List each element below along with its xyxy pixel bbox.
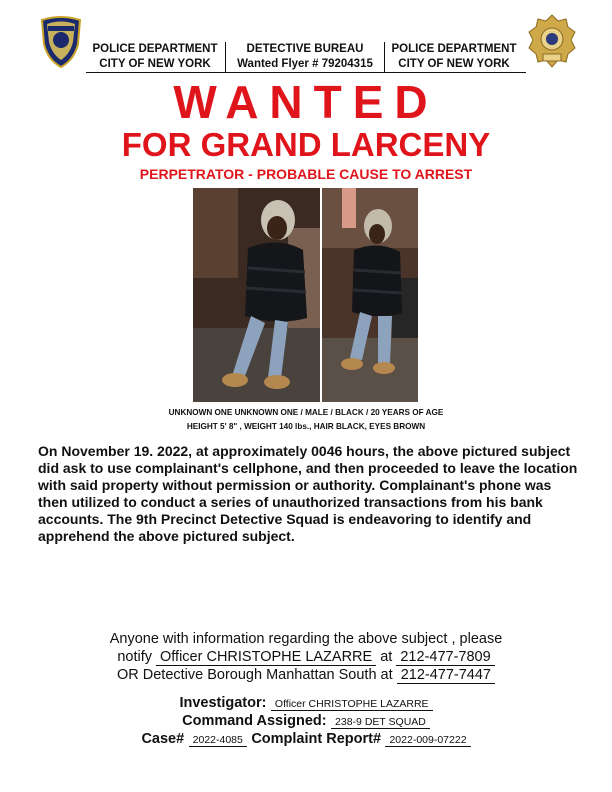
header-left-line2: CITY OF NEW YORK	[99, 58, 211, 70]
header-divider	[86, 72, 526, 73]
contact-officer: Officer CHRISTOPHE LAZARRE	[156, 649, 376, 666]
case-row	[0, 730, 612, 749]
header-right	[384, 42, 524, 72]
header-right-line2: CITY OF NEW YORK	[398, 58, 510, 70]
nypd-badge-icon	[528, 14, 576, 68]
command-label: Command Assigned:	[182, 713, 327, 729]
contact-phone-2: 212-477-7447	[397, 667, 495, 684]
case-label: Case#	[141, 731, 185, 747]
header-center-line1: DETECTIVE BUREAU	[246, 43, 364, 55]
case-value: 2022-4085	[189, 734, 247, 747]
crime-title: FOR GRAND LARCENY	[121, 126, 491, 163]
contact-at: at	[380, 649, 393, 665]
investigator-value: Officer CHRISTOPHE LAZARRE	[271, 698, 433, 711]
suspect-description-line1: UNKNOWN ONE UNKNOWN ONE / MALE / BLACK / 20 YEARS OF AGE	[168, 408, 444, 417]
suspect-photo-right	[322, 188, 418, 402]
investigator-label: Investigator:	[179, 695, 267, 711]
investigator-row	[0, 694, 612, 713]
wanted-title: WANTED	[173, 76, 439, 128]
incident-narrative: On November 19. 2022, at approximately 0046 hours, the above pictured subject did ask to use complainant's cellphone, and then proceeded to leave the location with said property without permission or authority. Complainant's phone was then utilized to conduct a series of unauthorized transactions from his bank accounts. The 9th Precinct Detective Squad is endeavoring to identify and apprehend the above pictured subject.	[38, 443, 578, 544]
notify-prefix: notify	[117, 649, 152, 665]
header-center-line2: Wanted Flyer # 79204315	[237, 58, 373, 70]
header-left	[86, 42, 224, 72]
contact-line3	[0, 666, 612, 684]
suspect-description-line2: HEIGHT 5' 8" , WEIGHT 140 lbs., HAIR BLACK, EYES BROWN	[186, 422, 426, 431]
header-center	[225, 42, 385, 72]
header-left-line1: POLICE DEPARTMENT	[92, 43, 218, 55]
command-value: 238-9 DET SQUAD	[331, 716, 430, 729]
suspect-photo-left	[193, 188, 320, 402]
contact-line1: Anyone with information regarding the above subject , please	[109, 631, 503, 647]
nypd-shield-icon	[38, 14, 84, 68]
contact-line2	[0, 648, 612, 666]
contact-phone-1: 212-477-7809	[396, 649, 494, 666]
contact-or-prefix: OR Detective Borough Manhattan South at	[116, 667, 393, 683]
complaint-value: 2022-009-07222	[385, 734, 470, 747]
header-right-line1: POLICE DEPARTMENT	[391, 43, 517, 55]
complaint-label: Complaint Report#	[251, 731, 382, 747]
command-row	[0, 712, 612, 731]
probable-cause-subtitle: PERPETRATOR - PROBABLE CAUSE TO ARREST	[139, 166, 473, 182]
